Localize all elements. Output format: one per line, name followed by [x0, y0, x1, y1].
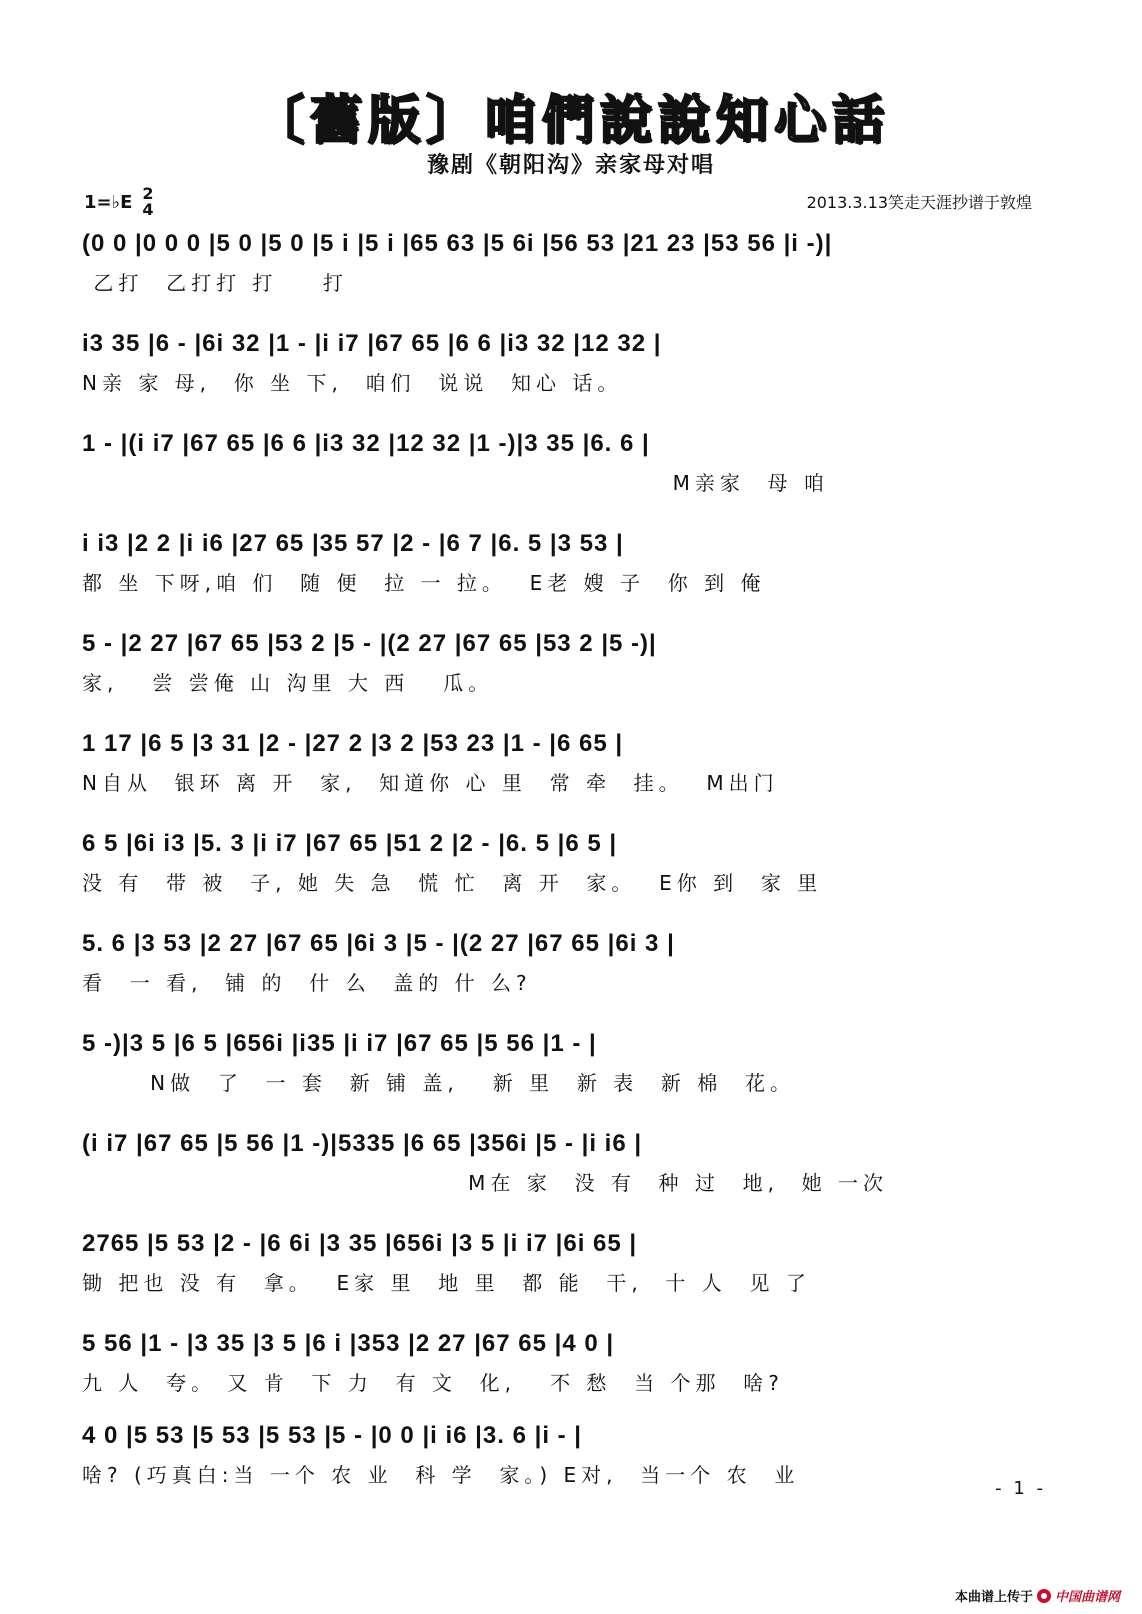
score-line: [82, 922, 1032, 1022]
lyrics: 啥? (巧真白:当 一个 农 业 科 学 家。) E对, 当一个 农 业: [82, 1463, 800, 1487]
time-signature: [142, 186, 153, 218]
page-title: 〔舊版〕咱們說說知心話: [251, 91, 890, 151]
notation: 1 17 |6 5 |3 31 |2 - |27 2 |3 2 |53 23 |1 - |6 65 |: [82, 730, 624, 757]
score-line: [82, 522, 1032, 622]
score-line: [82, 622, 1032, 722]
notation: 4 0 |5 53 |5 53 |5 53 |5 - |0 0 |i i6 |3. 6 |i - |: [82, 1422, 583, 1449]
lyrics: 乙打 乙打打 打 打: [82, 271, 348, 295]
notation: i3 35 |6 - |6i 32 |1 - |i i7 |67 65 |6 6 |i3 32 |12 32 |: [82, 330, 662, 357]
time-signature-top: 2: [142, 184, 154, 203]
notation: 5 - |2 27 |67 65 |53 2 |5 - |(2 27 |67 65 |53 2 |5 -)|: [82, 630, 657, 657]
lyrics: N亲 家 母, 你 坐 下, 咱们 说说 知心 话。: [82, 371, 623, 395]
page-number: - 1 -: [995, 1478, 1046, 1499]
key-label: 1=♭E: [84, 191, 133, 213]
time-signature-bottom: 4: [142, 200, 154, 219]
score-line: [82, 1322, 1032, 1422]
lyrics: N做 了 一 套 新 铺 盖, 新 里 新 表 新 棉 花。: [82, 1071, 795, 1095]
lyrics: M亲家 母 咱: [82, 471, 829, 495]
lyrics: 九 人 夸。 又 肯 下 力 有 文 化, 不 愁 当 个那 啥?: [82, 1371, 784, 1395]
score-line: [82, 222, 1032, 322]
notation: 1 - |(i i7 |67 65 |6 6 |i3 32 |12 32 |1 -)|3 35 |6. 6 |: [82, 430, 650, 457]
notation: i i3 |2 2 |i i6 |27 65 |35 57 |2 - |6 7 |6. 5 |3 53 |: [82, 530, 624, 557]
notation: 2765 |5 53 |2 - |6 6i |3 35 |656i |3 5 |i i7 |6i 65 |: [82, 1230, 638, 1257]
score-line: [82, 322, 1032, 422]
notation: 5 -)|3 5 |6 5 |656i |i35 |i i7 |67 65 |5 56 |1 - |: [82, 1030, 597, 1057]
lyrics: M在 家 没 有 种 过 地, 她 一次: [82, 1171, 889, 1195]
lyrics: 都 坐 下呀,咱 们 随 便 拉 一 拉。 E老 嫂 子 你 到 俺: [82, 571, 766, 595]
score-line: [82, 822, 1032, 922]
lyrics: 看 一 看, 铺 的 什 么 盖的 什 么?: [82, 971, 532, 995]
notation: 5 56 |1 - |3 35 |3 5 |6 i |353 |2 27 |67 65 |4 0 |: [82, 1330, 615, 1357]
upload-footer: [955, 1586, 1120, 1605]
notation: 6 5 |6i i3 |5. 3 |i i7 |67 65 |51 2 |2 - |6. 5 |6 5 |: [82, 830, 618, 857]
key-signature: [84, 186, 154, 218]
lyrics: 锄 把也 没 有 拿。 E家 里 地 里 都 能 干, 十 人 见 了: [82, 1271, 811, 1295]
notation: (i i7 |67 65 |5 56 |1 -)|5335 |6 65 |356i |5 - |i i6 |: [82, 1130, 643, 1157]
score-line: [82, 1222, 1032, 1322]
lyrics: 家, 尝 尝俺 山 沟里 大 西 瓜。: [82, 671, 494, 695]
score-line: [82, 722, 1032, 822]
score-line: [82, 422, 1032, 522]
upload-label: 本曲谱上传于: [954, 1590, 1033, 1605]
score-line: [82, 1022, 1032, 1122]
score-line: [82, 1414, 1032, 1514]
notation: (0 0 |0 0 0 |5 0 |5 0 |5 i |5 i |65 63 |5 6i |56 53 |21 23 |53 56 |i -)|: [82, 230, 833, 257]
notation: 5. 6 |3 53 |2 27 |67 65 |6i 3 |5 - |(2 27 |67 65 |6i 3 |: [82, 930, 675, 957]
lyrics: 没 有 带 被 子, 她 失 急 慌 忙 离 开 家。 E你 到 家 里: [82, 871, 823, 895]
lyrics: N自从 银环 离 开 家, 知道你 心 里 常 牵 挂。 M出门: [82, 771, 779, 795]
site-logo-icon: [1037, 1589, 1051, 1603]
score-line: [82, 1122, 1032, 1222]
subtitle: 豫剧《朝阳沟》亲家母对唱: [426, 153, 715, 178]
transcription-credit: 2013.3.13笑走天涯抄谱于敦煌: [806, 193, 1032, 212]
site-name: 中国曲谱网: [1054, 1590, 1120, 1605]
